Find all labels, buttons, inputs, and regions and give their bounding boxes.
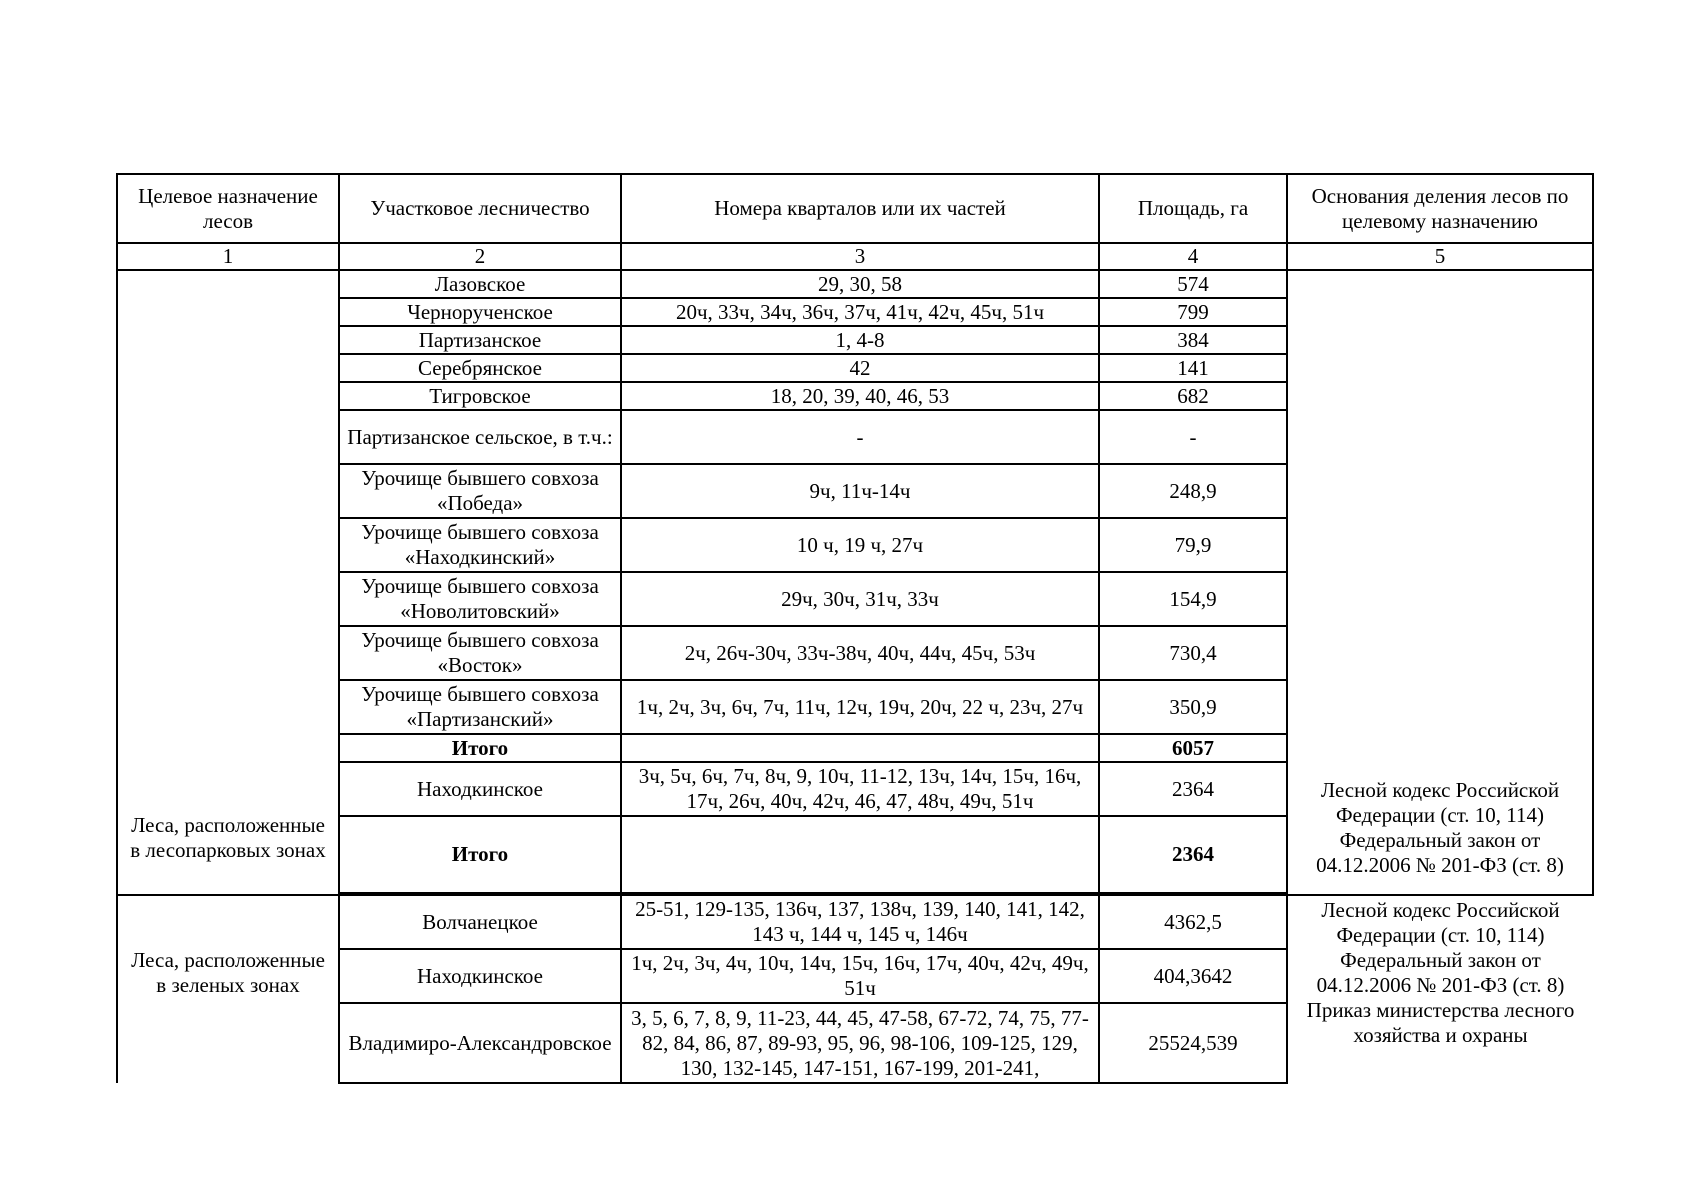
header-quarters: Номера кварталов или их частей: [621, 174, 1099, 243]
total-label: Итого: [339, 816, 621, 893]
forestry-cell: Тигровское: [339, 382, 621, 410]
forestry-cell: Серебрянское: [339, 354, 621, 382]
forestry-cell: Владимиро-Александровское: [339, 1003, 621, 1083]
forestry-cell: Черноручeнское: [339, 298, 621, 326]
quarters-cell: 42: [621, 354, 1099, 382]
quarters-cell: -: [621, 410, 1099, 464]
area-cell: 2364: [1099, 762, 1287, 816]
total-label: Итого: [339, 734, 621, 762]
quarters-cell: 1, 4-8: [621, 326, 1099, 354]
quarters-cell: 29, 30, 58: [621, 270, 1099, 298]
quarters-cell: 10 ч, 19 ч, 27ч: [621, 518, 1099, 572]
quarters-cell: 2ч, 26ч-30ч, 33ч-38ч, 40ч, 44ч, 45ч, 53ч: [621, 626, 1099, 680]
column-number-row: [117, 243, 1593, 270]
quarters-cell: 1ч, 2ч, 3ч, 6ч, 7ч, 11ч, 12ч, 19ч, 20ч, 22 ч, 23ч, 27ч: [621, 680, 1099, 734]
forestry-cell: Находкинское: [339, 949, 621, 1003]
quarters-cell: 29ч, 30ч, 31ч, 33ч: [621, 572, 1099, 626]
quarters-cell: 18, 20, 39, 40, 46, 53: [621, 382, 1099, 410]
forestry-cell: Лазовское: [339, 270, 621, 298]
area-cell: 248,9: [1099, 464, 1287, 518]
area-cell: 154,9: [1099, 572, 1287, 626]
quarters-cell: 3ч, 5ч, 6ч, 7ч, 8ч, 9, 10ч, 11-12, 13ч, 14ч, 15ч, 16ч, 17ч, 26ч, 40ч, 42ч, 46, 47, 48ч, 49ч, 51ч: [621, 762, 1099, 816]
area-cell: 574: [1099, 270, 1287, 298]
total-value: 6057: [1099, 734, 1287, 762]
forestry-cell: Находкинское: [339, 762, 621, 816]
table-row: [117, 270, 1593, 298]
forestry-cell: Урочище бывшего совхоза «Партизанский»: [339, 680, 621, 734]
quarters-cell: 1ч, 2ч, 3ч, 4ч, 10ч, 14ч, 15ч, 16ч, 17ч, 40ч, 42ч, 49ч, 51ч: [621, 949, 1099, 1003]
quarters-cell: [621, 734, 1099, 762]
purpose-cell: Леса, расположенные в зеленых зонах: [117, 895, 339, 1083]
area-cell: 141: [1099, 354, 1287, 382]
header-basis: Основания деления лесов по целевому назначению: [1287, 174, 1593, 243]
area-cell: 404,3642: [1099, 949, 1287, 1003]
quarters-cell: 9ч, 11ч-14ч: [621, 464, 1099, 518]
area-cell: 384: [1099, 326, 1287, 354]
forestry-cell: Урочище бывшего совхоза «Находкинский»: [339, 518, 621, 572]
forestry-cell: Партизанское сельское, в т.ч.:: [339, 410, 621, 464]
area-cell: 799: [1099, 298, 1287, 326]
basis-cell: Лесной кодекс Российской Федерации (ст. 10, 114) Федеральный закон от 04.12.2006 № 201-ФЗ (ст. 8) Приказ министерства лесного хозяйства и охраны: [1287, 895, 1593, 1083]
forest-purpose-table: [116, 173, 1594, 1084]
total-value: 2364: [1099, 816, 1287, 893]
header-row: [117, 174, 1593, 243]
area-cell: 682: [1099, 382, 1287, 410]
area-cell: -: [1099, 410, 1287, 464]
forestry-cell: Урочище бывшего совхоза «Новолитовский»: [339, 572, 621, 626]
header-forestry: Участковое лесничество: [339, 174, 621, 243]
forestry-cell: Волчанецкое: [339, 895, 621, 949]
quarters-cell: 3, 5, 6, 7, 8, 9, 11-23, 44, 45, 47-58, 67-72, 74, 75, 77-82, 84, 86, 87, 89-93, 95, 96, 98-106, 109-125, 129, 130, 132-145, 147-151, 167-199, 201-241,: [621, 1003, 1099, 1083]
area-cell: 350,9: [1099, 680, 1287, 734]
area-cell: 4362,5: [1099, 895, 1287, 949]
forestry-cell: Урочище бывшего совхоза «Восток»: [339, 626, 621, 680]
basis-cell: Лесной кодекс Российской Федерации (ст. 10, 114) Федеральный закон от 04.12.2006 № 201-ФЗ (ст. 8): [1287, 270, 1593, 895]
quarters-cell: 20ч, 33ч, 34ч, 36ч, 37ч, 41ч, 42ч, 45ч, 51ч: [621, 298, 1099, 326]
forestry-cell: Урочище бывшего совхоза «Победа»: [339, 464, 621, 518]
forestry-cell: Партизанское: [339, 326, 621, 354]
area-cell: 79,9: [1099, 518, 1287, 572]
area-cell: 25524,539: [1099, 1003, 1287, 1083]
header-area: Площадь, га: [1099, 174, 1287, 243]
col-number: 4: [1099, 243, 1287, 270]
col-number: 1: [117, 243, 339, 270]
quarters-cell: [621, 816, 1099, 893]
table-row: [117, 895, 1593, 949]
purpose-cell: Леса, расположенные в лесопарковых зонах: [117, 270, 339, 895]
col-number: 5: [1287, 243, 1593, 270]
col-number: 3: [621, 243, 1099, 270]
header-purpose: Целевое назначение лесов: [117, 174, 339, 243]
col-number: 2: [339, 243, 621, 270]
area-cell: 730,4: [1099, 626, 1287, 680]
quarters-cell: 25-51, 129-135, 136ч, 137, 138ч, 139, 140, 141, 142, 143 ч, 144 ч, 145 ч, 146ч: [621, 895, 1099, 949]
